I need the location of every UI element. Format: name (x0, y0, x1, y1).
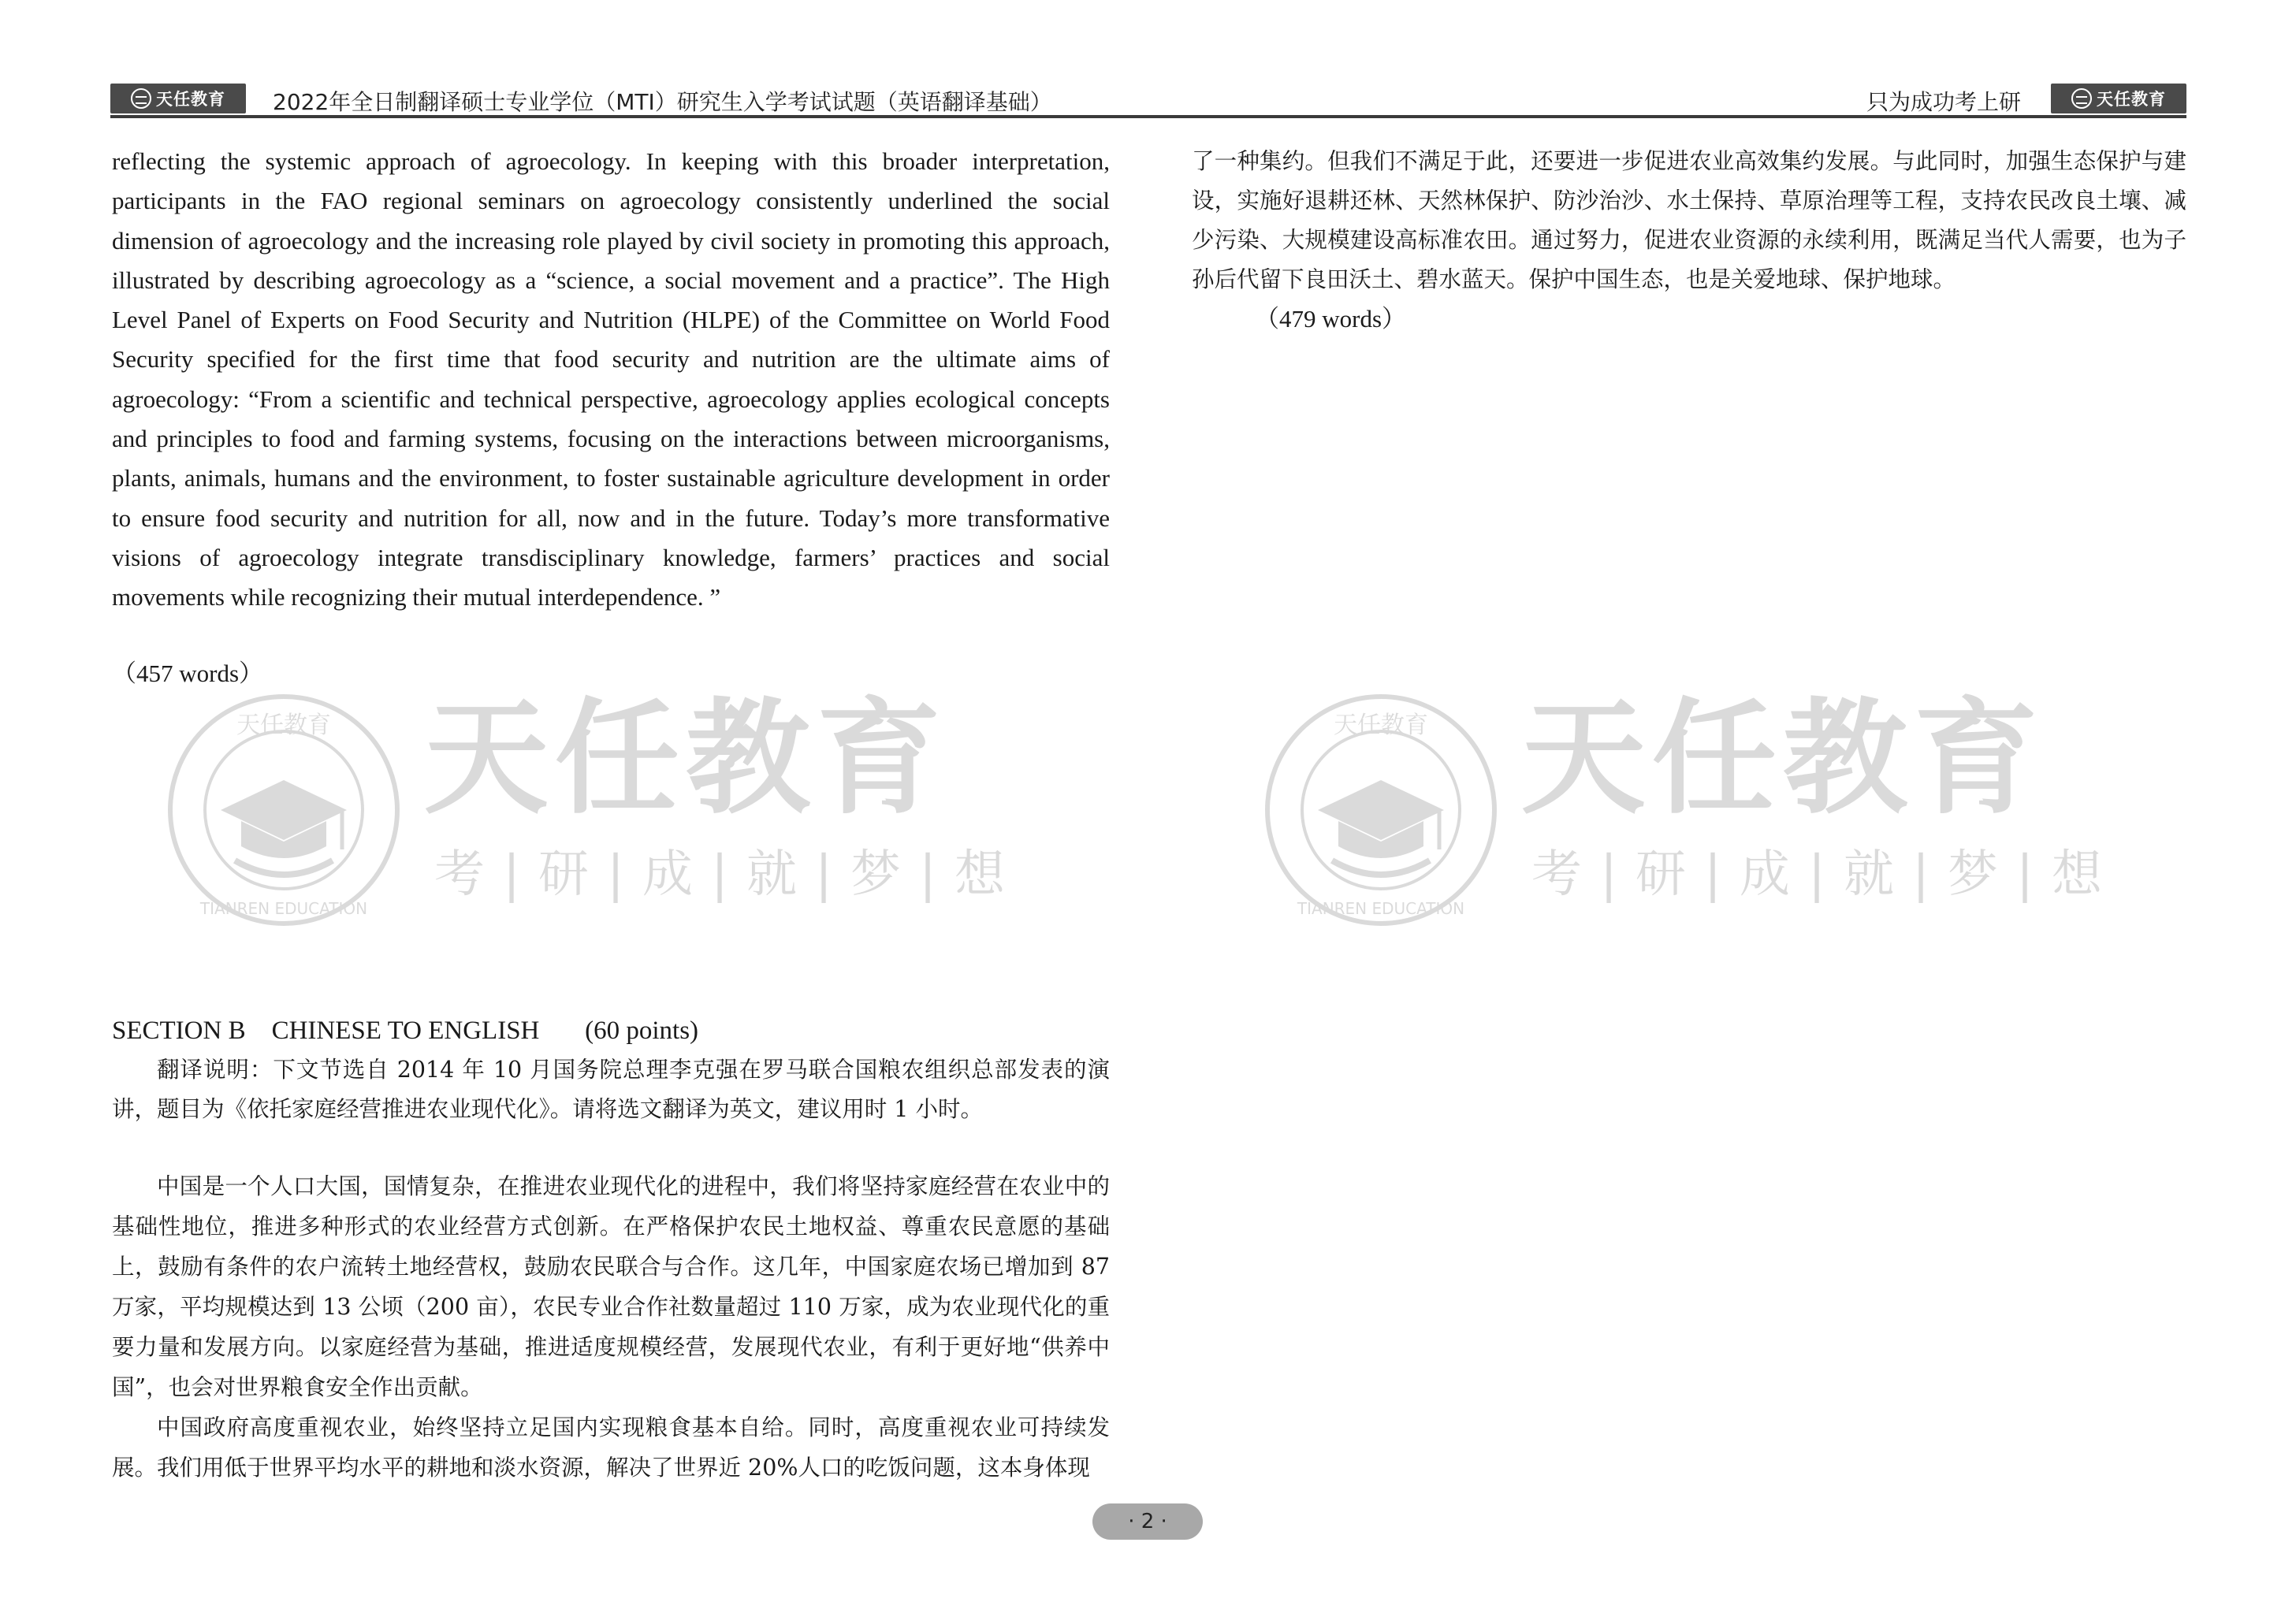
watermark-brand: 天任教育 (1521, 686, 2045, 831)
brand-logo-text: 天任教育 (2097, 90, 2166, 109)
section-b-title: SECTION B CHINESE TO ENGLISH (60 points) (112, 1016, 699, 1045)
watermark-left (166, 686, 1005, 928)
brand-logo-text: 天任教育 (156, 90, 225, 109)
chinese-paragraph-continued: 了一种集约。但我们不满足于此，还要进一步促进农业高效集约发展。与此同时，加强生态保护与建设，实施好退耕还林、天然林保护、防沙治沙、水土保持、草原治理等工程，支持农民改良土壤、减少污染、大规模建设高标准农田。通过努力，促进农业资源的永续利用，既满足当代人需要，也为子孙后代留下良田沃土、碧水蓝天。保护中国生态，也是关爱地球、保护地球。 (1192, 148, 2186, 292)
brand-logo-left (110, 84, 246, 113)
page-number: · 2 · (1092, 1503, 1203, 1540)
brand-logo-right (2051, 84, 2186, 113)
watermark-right (1263, 686, 2102, 928)
word-count-chinese: （479 words） (1255, 305, 1407, 333)
chinese-passage (112, 1166, 1110, 1488)
seal-bottom-text: TIANREN EDUCATION (199, 899, 368, 918)
exam-title: 2022年全日制翻译硕士专业学位（MTI）研究生入学考试试题（英语翻译基础） (273, 89, 1052, 115)
chinese-paragraph-2: 中国政府高度重视农业，始终坚持立足国内实现粮食基本自给。同时，高度重视农业可持续发展。我们用低于世界平均水平的耕地和淡水资源，解决了世界近 20%人口的吃饭问题，这本身体现 (112, 1414, 1110, 1481)
watermark-slogan: 考 | 研 | 成 | 就 | 梦 | 想 (1531, 846, 2102, 904)
translation-instruction (112, 1050, 1110, 1129)
page-header (110, 82, 2186, 118)
watermark-brand: 天任教育 (424, 686, 947, 831)
seal-top-text: 天任教育 (1334, 712, 1428, 739)
seal-top-text: 天任教育 (236, 712, 331, 739)
watermark-slogan: 考 | 研 | 成 | 就 | 梦 | 想 (434, 846, 1005, 904)
word-count-english: （457 words） (112, 660, 264, 687)
graduation-cap-icon (2071, 88, 2092, 109)
english-passage (112, 142, 1110, 618)
header-slogan: 只为成功考上研 (1866, 89, 2021, 115)
english-passage-text: reflecting the systemic approach of agroecology. In keeping with this broader interpretation, participants in the FAO regional seminars on agroecology consistently underlined the social dimension of agroecology and the increasing role played by civil society in promoting this approach, illustrated by describing agroecology as a “science, a social movement and a practice”. The High Level Panel of Experts on Food Security and Nutrition (HLPE) of the Committee on World Food Security specified for the first time that food security and nutrition are the ultimate aims of agroecology: “From a scientific and technical perspective, agroecology applies ecological concepts and principles to food and farming systems, focusing on the interactions between microorganisms, plants, animals, humans and the environment, to foster sustainable agriculture development in order to ensure food security and nutrition for all, now and in the future. Today’s more transformative visions of agroecology integrate transdisciplinary knowledge, farmers’ practices and social movements while recognizing their mutual interdependence. ” (112, 147, 1110, 611)
translation-instruction-text: 翻译说明：下文节选自 2014 年 10 月国务院总理李克强在罗马联合国粮农组织总部发表的演讲，题目为《依托家庭经营推进农业现代化》。请将选文翻译为英文，建议用时 1 小时。 (112, 1057, 1110, 1122)
chinese-passage-continued (1192, 142, 2186, 299)
header-rule (110, 115, 2186, 118)
seal-emblem-icon (1263, 692, 1499, 928)
seal-bottom-text: TIANREN EDUCATION (1297, 899, 1465, 918)
graduation-cap-icon (131, 88, 151, 109)
chinese-paragraph-1: 中国是一个人口大国，国情复杂，在推进农业现代化的进程中，我们将坚持家庭经营在农业中的基础性地位，推进多种形式的农业经营方式创新。在严格保护农民土地权益、尊重农民意愿的基础上，鼓励有条件的农户流转土地经营权，鼓励农民联合与合作。这几年，中国家庭农场已增加到 87 万家，平均规模达到 13 公顷（200 亩），农民专业合作社数量超过 110 万家，成为农业现代化的重要力量和发展方向。以家庭经营为基础，推进适度规模经营，发展现代农业，有利于更好地“供养中国”，也会对世界粮食安全作出贡献。 (112, 1173, 1110, 1400)
seal-emblem-icon (166, 692, 402, 928)
